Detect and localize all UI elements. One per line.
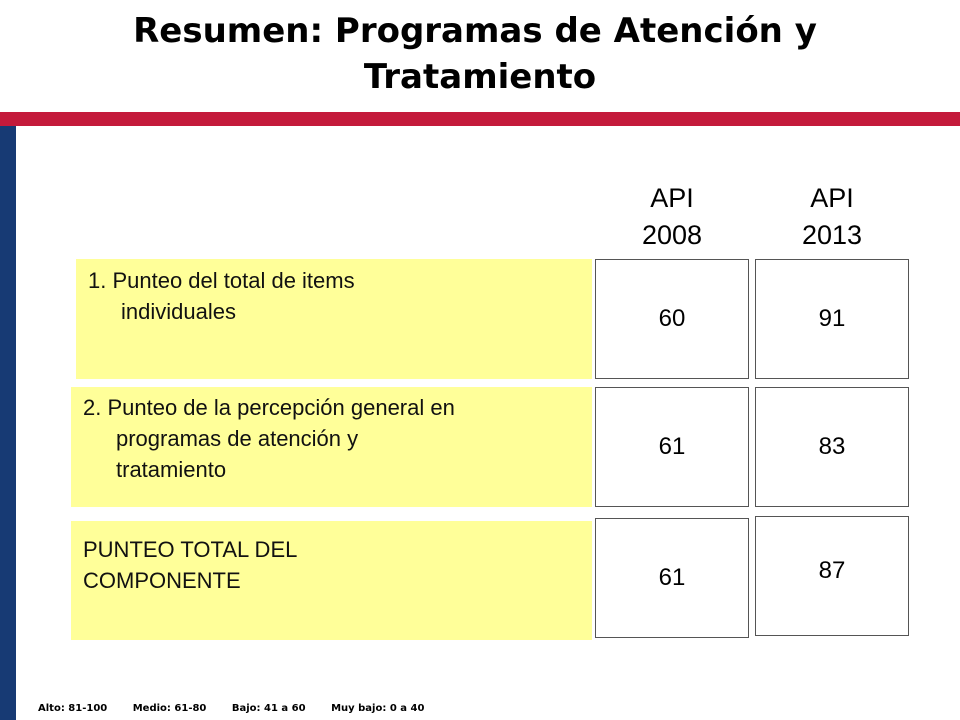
score-api-2008-row-2: 61 bbox=[595, 387, 749, 507]
score-api-2013-row-1: 91 bbox=[755, 259, 909, 379]
row-label-general-perception bbox=[71, 387, 592, 507]
row-label-component-total bbox=[71, 521, 592, 640]
column-header-year: 2008 bbox=[641, 220, 703, 250]
column-header-api-2013 bbox=[755, 180, 909, 254]
column-header-label: API bbox=[810, 183, 854, 213]
row-label-line: tratamiento bbox=[116, 457, 227, 482]
legend-medio: Medio: 61-80 bbox=[132, 703, 207, 714]
legend-muy-bajo: Muy bajo: 0 a 40 bbox=[331, 703, 425, 714]
row-label-line: PUNTEO TOTAL DEL bbox=[83, 537, 298, 562]
score-api-2013-row-3: 87 bbox=[755, 516, 909, 636]
title-divider bbox=[0, 112, 960, 126]
left-accent-bar bbox=[0, 126, 16, 720]
row-label-total-items bbox=[76, 259, 592, 379]
column-header-year: 2013 bbox=[801, 220, 863, 250]
row-label-line: 1. Punteo del total de items bbox=[88, 268, 355, 293]
score-api-2008-row-3: 61 bbox=[595, 518, 749, 638]
score-api-2013-row-2: 83 bbox=[755, 387, 909, 507]
legend-alto: Alto: 81-100 bbox=[38, 703, 108, 714]
row-label-line: COMPONENTE bbox=[83, 568, 241, 593]
score-api-2008-row-1: 60 bbox=[595, 259, 749, 379]
slide-title-line-1: Resumen: Programas de Atención y bbox=[133, 11, 817, 51]
column-header-label: API bbox=[650, 183, 694, 213]
row-label-line: 2. Punteo de la percepción general en bbox=[83, 395, 455, 420]
legend-bajo: Bajo: 41 a 60 bbox=[231, 703, 306, 714]
row-label-line: individuales bbox=[121, 299, 236, 324]
slide-title-line-2: Tratamiento bbox=[363, 57, 597, 97]
column-header-api-2008 bbox=[595, 180, 749, 254]
slide-title bbox=[20, 8, 940, 100]
score-legend bbox=[38, 702, 446, 716]
row-label-line: programas de atención y bbox=[116, 426, 359, 451]
